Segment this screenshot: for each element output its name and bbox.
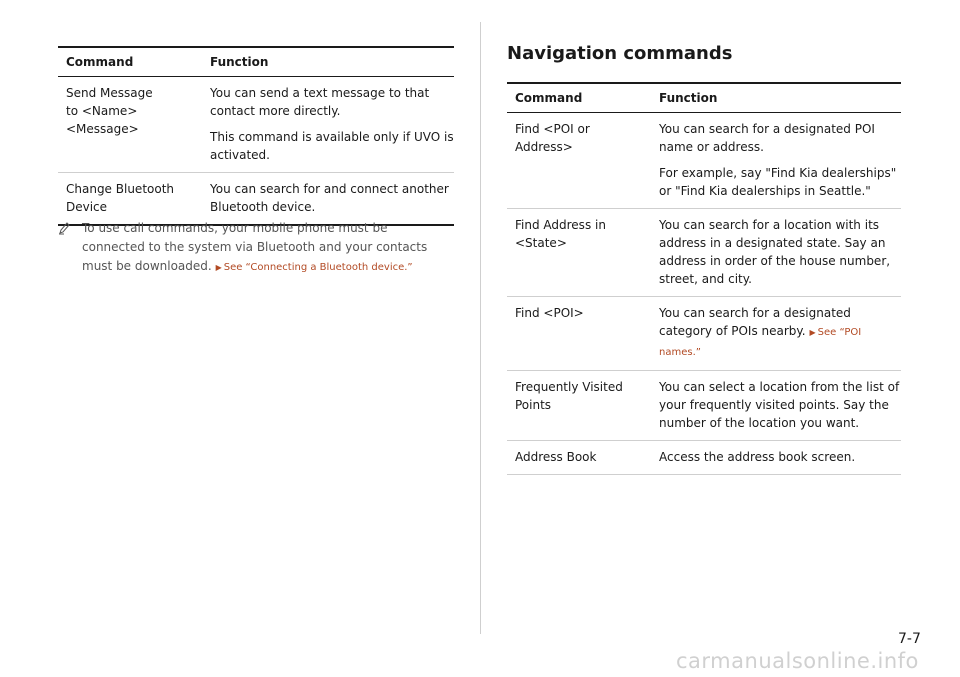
column-header-function: Function — [651, 83, 901, 113]
column-header-function: Function — [202, 47, 454, 77]
table-row — [507, 371, 901, 441]
table-header-row — [507, 83, 901, 113]
column-divider — [480, 22, 481, 634]
command-line: <Message> — [66, 122, 139, 136]
table-row — [507, 441, 901, 475]
function-text: You can search for a designated POI name or address. — [659, 122, 875, 154]
command-line: <State> — [515, 236, 567, 250]
note-body — [82, 219, 454, 277]
command-cell — [507, 297, 651, 371]
command-line: Find Address in — [515, 218, 606, 232]
command-line: Frequently Visited — [515, 380, 623, 394]
command-line: Points — [515, 398, 552, 412]
call-commands-table — [58, 46, 454, 226]
call-commands-note — [58, 219, 454, 277]
function-text: Access the address book screen. — [659, 450, 856, 464]
right-arrow-icon: ▶ — [215, 263, 222, 272]
table-row — [507, 113, 901, 209]
command-line: Device — [66, 200, 108, 214]
table-row — [58, 173, 454, 226]
function-cell — [651, 297, 901, 371]
page-number: 7-7 — [898, 631, 921, 647]
column-header-command: Command — [507, 83, 651, 113]
command-line: Send Message — [66, 86, 153, 100]
function-cell — [651, 113, 901, 209]
navigation-commands-table — [507, 82, 901, 475]
table-row — [507, 209, 901, 297]
function-cell — [202, 77, 454, 173]
command-line: Change Bluetooth — [66, 182, 175, 196]
function-cell — [651, 209, 901, 297]
command-cell — [58, 173, 202, 226]
note-text: To use call commands, your mobile phone must be connected to the system via Bluetooth and your contacts must be downloaded. — [82, 221, 428, 273]
function-text: For example, say "Find Kia dealerships" or "Find Kia dealerships in Seattle." — [659, 166, 897, 198]
function-text: You can search for and connect another Bluetooth device. — [210, 182, 449, 214]
table-row — [507, 297, 901, 371]
command-line: Find <POI or — [515, 122, 590, 136]
command-line: to <Name> — [66, 104, 138, 118]
command-line: Address> — [515, 140, 573, 154]
function-cell — [651, 441, 901, 475]
reference-text: See “POI names.” — [659, 327, 862, 358]
function-text: You can search for a location with its address in a designated state. Say an address in order of the house number, street, and city. — [659, 218, 891, 286]
table-header-row — [58, 47, 454, 77]
function-text: You can search for a designated category of POIs nearby. — [659, 306, 851, 338]
column-header-command: Command — [58, 47, 202, 77]
command-cell — [58, 77, 202, 173]
function-text: You can select a location from the list of your frequently visited points. Say the number of the location you want. — [659, 380, 900, 430]
table-row — [58, 77, 454, 173]
right-arrow-icon: ▶ — [809, 328, 816, 337]
command-cell — [507, 209, 651, 297]
command-line: Address Book — [515, 450, 597, 464]
section-title: Navigation commands — [507, 43, 733, 64]
function-text: This command is available only if UVO is activated. — [210, 130, 454, 162]
note-reference-text: See “Connecting a Bluetooth device.” — [223, 262, 413, 273]
function-cell — [651, 371, 901, 441]
pencil-note-icon — [58, 221, 70, 235]
command-cell — [507, 371, 651, 441]
watermark: carmanualsonline.info — [676, 649, 919, 673]
function-cell — [202, 173, 454, 226]
command-line: Find <POI> — [515, 306, 584, 320]
command-cell — [507, 441, 651, 475]
note-reference-link[interactable] — [216, 262, 413, 273]
function-text: You can send a text message to that contact more directly. — [210, 86, 430, 118]
function-text-with-reference — [659, 304, 901, 362]
command-cell — [507, 113, 651, 209]
